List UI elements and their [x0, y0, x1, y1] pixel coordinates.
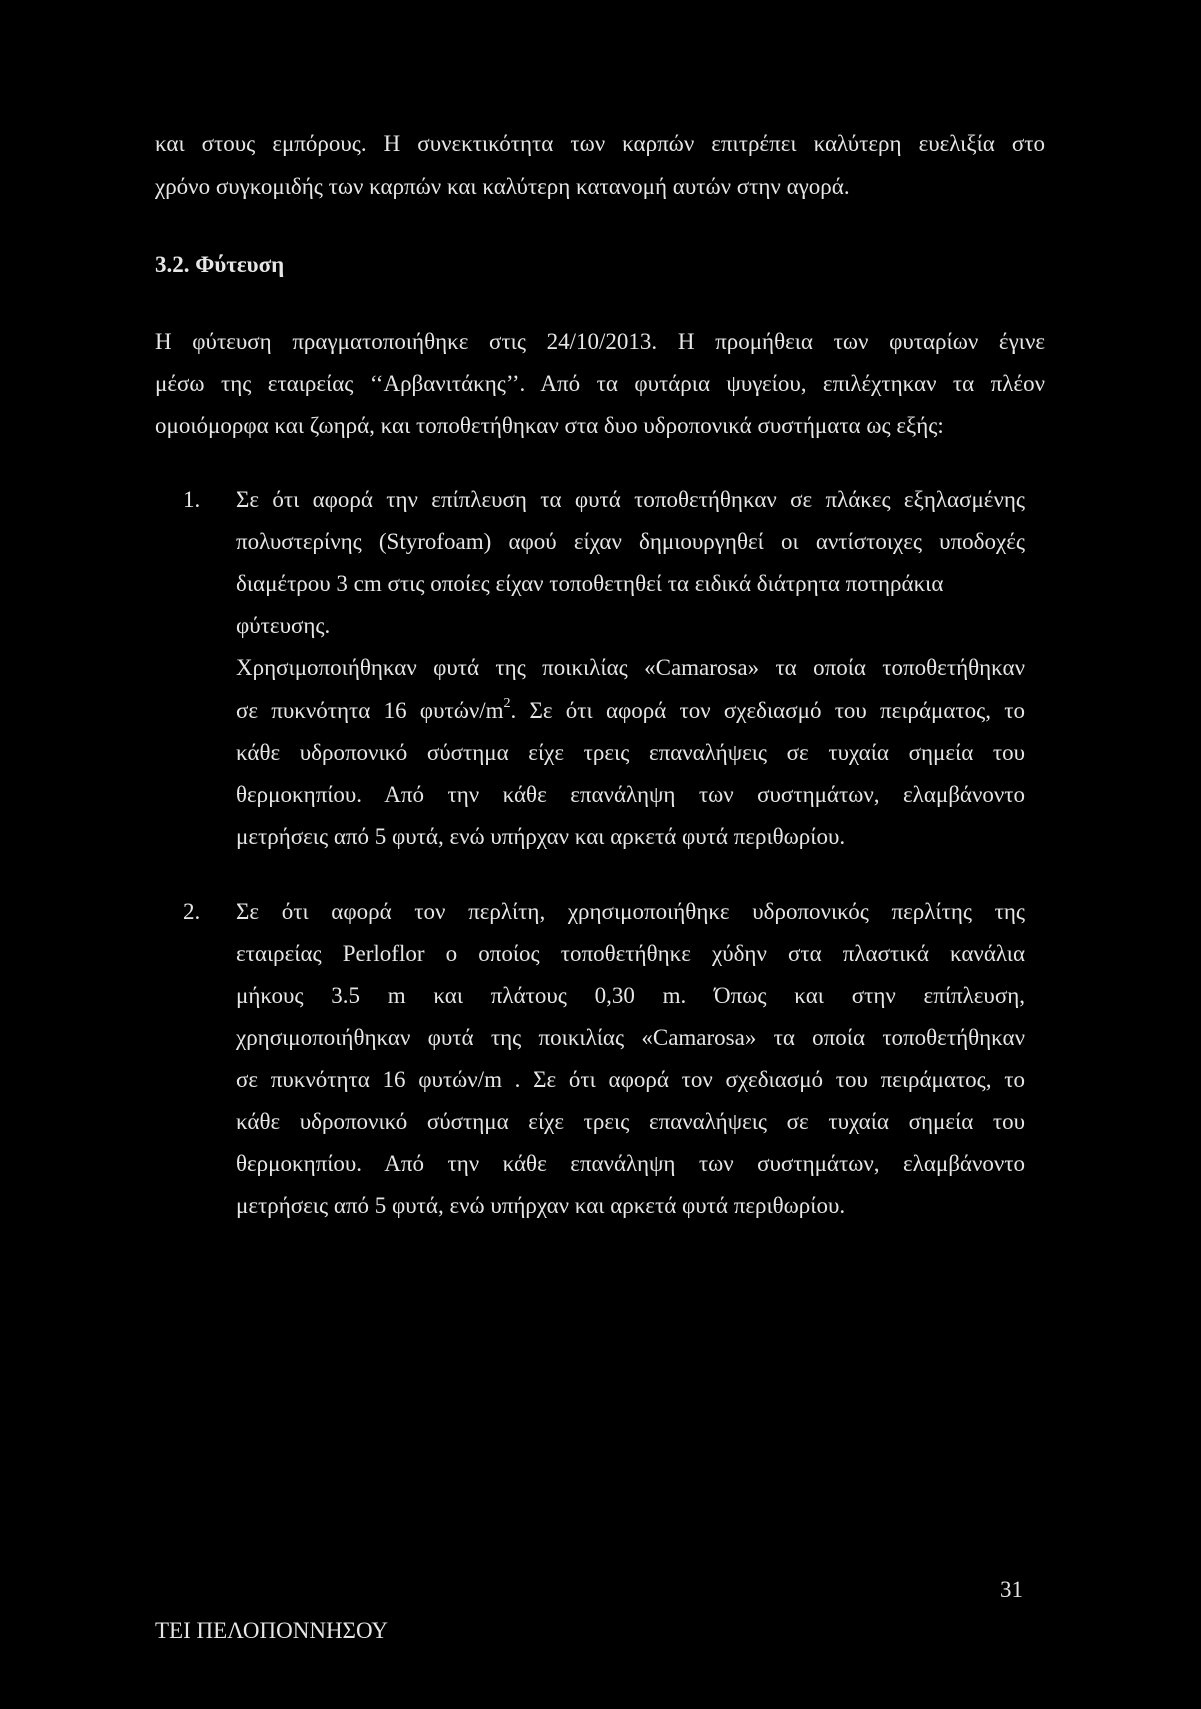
- list-item-line: φύτευσης.: [236, 613, 331, 638]
- list-item-line: θερμοκηπίου. Από την κάθε επανάληψη των συστημάτων, ελαμβάνοντο: [236, 1151, 1025, 1176]
- list-item-line: Σε ότι αφορά την επίπλευση τα φυτά τοποθετήθηκαν σε πλάκες εξηλασμένης: [236, 487, 1025, 512]
- list-item-line: μετρήσεις από 5 φυτά, ενώ υπήρχαν και αρκετά φυτά περιθωρίου.: [236, 1193, 846, 1218]
- superscript: 2: [503, 696, 511, 712]
- list-item-line: μετρήσεις από 5 φυτά, ενώ υπήρχαν και αρκετά φυτά περιθωρίου.: [236, 824, 846, 849]
- list-item-line: Χρησιμοποιήθηκαν φυτά της ποικιλίας «Camarosa» τα οποία τοποθετήθηκαν: [236, 655, 1025, 680]
- page-number: 31: [1000, 1577, 1023, 1602]
- list-item-text: σε πυκνότητα 16 φυτών/m: [236, 698, 504, 723]
- list-item-line: διαμέτρου 3 cm στις οποίες είχαν τοποθετηθεί τα ειδικά διάτρητα ποτηράκια: [236, 571, 944, 596]
- list-item-line: σε πυκνότητα 16 φυτών/m . Σε ότι αφορά τον σχεδιασμό του πειράματος, το: [236, 1067, 1025, 1092]
- list-item-line: κάθε υδροπονικό σύστημα είχε τρεις επαναλήψεις σε τυχαία σημεία του: [236, 1109, 1025, 1134]
- paragraph-line: Η φύτευση πραγματοποιήθηκε στις 24/10/2013. Η προμήθεια των φυταρίων έγινε: [155, 329, 1045, 354]
- intro-line: χρόνο συγκομιδής των καρπών και καλύτερη κατανομή αυτών στην αγορά.: [155, 174, 850, 199]
- list-item-line: πολυστερίνης (Styrofoam) αφού είχαν δημιουργηθεί οι αντίστοιχες υποδοχές: [236, 529, 1025, 554]
- list-item-line: Σε ότι αφορά τον περλίτη, χρησιμοποιήθηκε υδροπονικός περλίτης της: [236, 899, 1025, 924]
- list-item-text: . Σε ότι αφορά τον σχεδιασμό του πειράματος, το: [510, 698, 1025, 723]
- list-item-line: [236, 697, 1025, 725]
- section-number: 3.2.: [155, 252, 190, 277]
- list-number: 2.: [183, 899, 201, 924]
- section-heading: [155, 251, 284, 279]
- list-item-line: χρησιμοποιήθηκαν φυτά της ποικιλίας «Camarosa» τα οποία τοποθετήθηκαν: [236, 1025, 1025, 1050]
- list-item-line: εταιρείας Perloflor ο οποίος τοποθετήθηκε χύδην στα πλαστικά κανάλια: [236, 941, 1025, 966]
- footer-institution: ΤΕΙ ΠΕΛΟΠΟΝΝΗΣΟΥ: [155, 1618, 389, 1643]
- intro-line: και στους εμπόρους. Η συνεκτικότητα των καρπών επιτρέπει καλύτερη ευελιξία στο: [155, 131, 1045, 156]
- section-title: Φύτευση: [195, 252, 285, 277]
- list-number: 1.: [183, 487, 201, 512]
- paragraph-line: ομοιόμορφα και ζωηρά, και τοποθετήθηκαν στα δυο υδροπονικά συστήματα ως εξής:: [155, 413, 944, 438]
- paragraph-line: μέσω της εταιρείας ‘‘Αρβανιτάκης’’. Από τα φυτάρια ψυγείου, επιλέχτηκαν τα πλέον: [155, 371, 1045, 396]
- list-item-line: κάθε υδροπονικό σύστημα είχε τρεις επαναλήψεις σε τυχαία σημεία του: [236, 740, 1025, 765]
- list-item-line: θερμοκηπίου. Από την κάθε επανάληψη των συστημάτων, ελαμβάνοντο: [236, 782, 1025, 807]
- list-item-line: μήκους 3.5 m και πλάτους 0,30 m. Όπως και στην επίπλευση,: [236, 983, 1025, 1008]
